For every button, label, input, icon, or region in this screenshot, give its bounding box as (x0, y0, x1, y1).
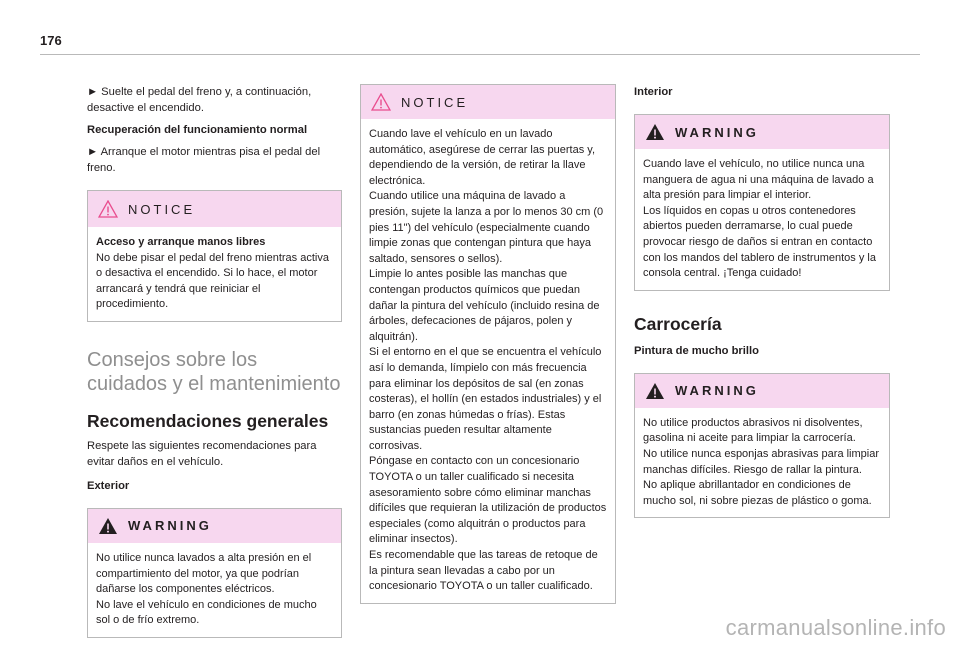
notice-box-washing (360, 84, 616, 604)
notice-body (88, 227, 341, 321)
heading-normal-recovery: Recuperación del funcionamiento normal (87, 124, 308, 136)
general-recommendations-heading: Recomendaciones generales (87, 410, 329, 431)
bodywork-heading: Carrocería (634, 313, 722, 334)
notice-title: NOTICE (128, 201, 196, 217)
column-1 (87, 84, 342, 638)
exterior-heading: Exterior (87, 479, 130, 492)
warning-header (635, 374, 889, 408)
warning-body (88, 543, 341, 637)
watermark: carmanualsonline.info (725, 615, 946, 640)
warning-triangle-icon (645, 382, 665, 400)
warning-box-interior (634, 114, 890, 291)
notice-triangle-icon (98, 200, 118, 218)
warning-title: WARNING (675, 383, 759, 399)
page-number: 176 (40, 33, 62, 48)
warning-box-paint (634, 373, 890, 519)
notice-subtitle: Acceso y arranque manos libres (96, 236, 266, 248)
interior-heading: Interior (634, 86, 673, 98)
notice-line: Limpie lo antes posible las manchas que contengan productos químicos que puedan dañar la pintura del vehículo (incluido resina de árboles, defecaciones de pájaros, polen y alquitrán). (369, 268, 600, 343)
warning-header (88, 509, 341, 543)
warning-title: WARNING (675, 124, 759, 140)
column-3 (634, 84, 890, 518)
warning-line: Los líquidos en copas u otros contenedores abiertos pueden derramarse, lo cual puede provocar riesgo de daños si entran en contacto con los mandos del tablero de instrumentos y la consola central. ¡Tenga cuidado! (643, 204, 876, 280)
warning-line: Cuando lave el vehículo, no utilice nunca una manguera de agua ni una máquina de lavado a alta presión para limpiar el interior. (643, 158, 874, 202)
intro-text: Respete las siguientes recomendaciones para evitar daños en el vehículo. (87, 439, 317, 468)
warning-title: WARNING (128, 518, 212, 534)
warning-header (635, 115, 889, 149)
notice-header (88, 191, 341, 227)
section-title: Consejos sobre los cuidados y el mantenimiento (87, 348, 341, 395)
notice-line: Cuando lave el vehículo en un lavado automático, asegúrese de cerrar las puertas y, dependiendo de la versión, de retirar la llave electrónica. (369, 128, 596, 187)
notice-title: NOTICE (401, 94, 469, 110)
warning-line: No lave el vehículo en condiciones de mucho sol o de frío extremo. (96, 598, 317, 627)
warning-triangle-icon (645, 123, 665, 141)
warning-line: No utilice productos abrasivos ni disolventes, gasolina ni aceite para limpiar la carrocería. (643, 416, 863, 445)
bullet-release-brake: ► Suelte el pedal del freno y, a continuación, desactive el encendido. (87, 86, 312, 114)
bullet-start-engine: ► Arranque el motor mientras pisa el pedal del freno. (87, 146, 321, 174)
column-2 (360, 84, 616, 604)
warning-line: No aplique abrillantador en condiciones de mucho sol, ni sobre piezas de plástico o goma. (643, 479, 872, 507)
notice-line: Cuando utilice una máquina de lavado a presión, sujete la lanza a por lo menos 30 cm (0 pies 11") del vehículo (especialmente cuando limpie zonas que contengan pintura que haya saltado, sensores o sellos). (369, 190, 604, 265)
warning-triangle-icon (98, 517, 118, 535)
notice-triangle-icon (371, 93, 391, 111)
high-gloss-paint-heading: Pintura de mucho brillo (634, 344, 759, 357)
warning-body (635, 149, 889, 290)
notice-body (361, 119, 615, 603)
warning-body (635, 408, 889, 518)
notice-box (87, 190, 342, 322)
notice-header (361, 85, 615, 119)
top-divider (40, 54, 920, 55)
warning-box-exterior (87, 508, 342, 638)
notice-line: Si el entorno en el que se encuentra el vehículo así lo demanda, límpielo con más frecuencia para eliminar los depósitos de sal (en zonas costeras), el hollín (en estados industriales) y el barro (en zonas húmedas o frías). Estas sustancias pueden resultar altamente corrosivas. (369, 346, 602, 452)
warning-line: No utilice nunca lavados a alta presión en el compartimiento del motor, ya que podrían dañarse los componentes eléctricos. (96, 551, 312, 596)
notice-text: No debe pisar el pedal del freno mientras activa o desactiva el encendido. Si lo hace, el motor arrancará y tendrá que reiniciar el procedimiento. (96, 251, 329, 311)
notice-line: Póngase en contacto con un concesionario TOYOTA o un taller cualificado si necesita asesoramiento sobre cómo eliminar manchas difíciles que requieran la utilización de productos especiales (como alquitrán o productos para eliminar insectos). (369, 455, 607, 546)
warning-line: No utilice nunca esponjas abrasivas para limpiar manchas difíciles. Riesgo de rallar la pintura. (643, 447, 880, 476)
notice-line: Es recomendable que las tareas de retoque de la pintura sean llevadas a cabo por un concesionario TOYOTA o un taller cualificado. (369, 549, 598, 593)
